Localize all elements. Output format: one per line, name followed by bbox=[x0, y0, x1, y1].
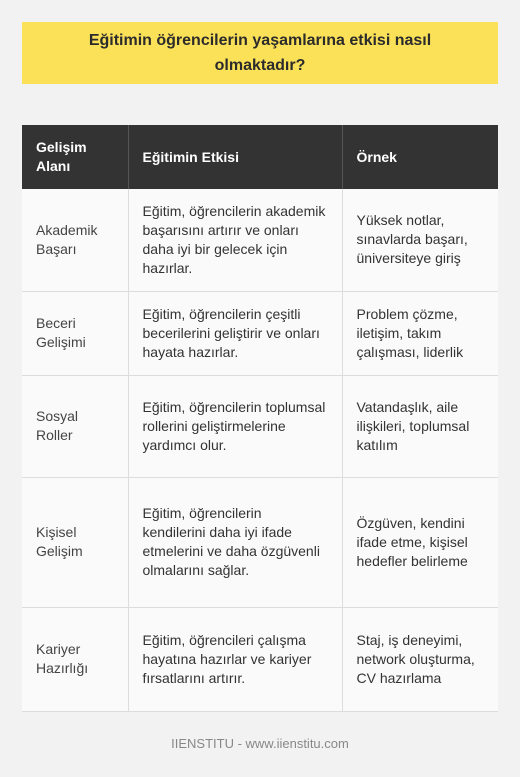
title-banner bbox=[22, 22, 498, 84]
cell-effect: Eğitim, öğrencileri çalışma hayatına hazırlar ve kariyer fırsatlarını artırır. bbox=[128, 607, 342, 711]
header-example: Örnek bbox=[342, 125, 498, 189]
development-table bbox=[22, 125, 498, 712]
cell-area: Kişisel Gelişim bbox=[22, 477, 128, 607]
cell-area: Sosyal Roller bbox=[22, 375, 128, 477]
table-row bbox=[22, 189, 498, 291]
page-title: Eğitimin öğrencilerin yaşamlarına etkisi nasıl olmaktadır? bbox=[88, 32, 432, 74]
table-row bbox=[22, 477, 498, 607]
table-row bbox=[22, 375, 498, 477]
footer-credit: IIENSTITU - www.iienstitu.com bbox=[171, 736, 349, 751]
header-development-area: Gelişim Alanı bbox=[22, 125, 128, 189]
cell-area: Akademik Başarı bbox=[22, 189, 128, 291]
cell-example: Problem çözme, iletişim, takım çalışması, liderlik bbox=[342, 291, 498, 375]
cell-effect: Eğitim, öğrencilerin çeşitli becerilerini geliştirir ve onları hayata hazırlar. bbox=[128, 291, 342, 375]
table-header-row bbox=[22, 125, 498, 189]
cell-effect: Eğitim, öğrencilerin kendilerini daha iyi ifade etmelerini ve daha özgüvenli olmalarını sağlar. bbox=[128, 477, 342, 607]
cell-effect: Eğitim, öğrencilerin akademik başarısını artırır ve onları daha iyi bir gelecek için hazırlar. bbox=[128, 189, 342, 291]
cell-effect: Eğitim, öğrencilerin toplumsal rollerini geliştirmelerine yardımcı olur. bbox=[128, 375, 342, 477]
cell-area: Kariyer Hazırlığı bbox=[22, 607, 128, 711]
cell-example: Vatandaşlık, aile ilişkileri, toplumsal katılım bbox=[342, 375, 498, 477]
cell-area: Beceri Gelişimi bbox=[22, 291, 128, 375]
cell-example: Özgüven, kendini ifade etme, kişisel hedefler belirleme bbox=[342, 477, 498, 607]
cell-example: Staj, iş deneyimi, network oluşturma, CV hazırlama bbox=[342, 607, 498, 711]
table-row bbox=[22, 291, 498, 375]
cell-example: Yüksek notlar, sınavlarda başarı, üniversiteye giriş bbox=[342, 189, 498, 291]
header-education-effect: Eğitimin Etkisi bbox=[128, 125, 342, 189]
table-row bbox=[22, 607, 498, 711]
